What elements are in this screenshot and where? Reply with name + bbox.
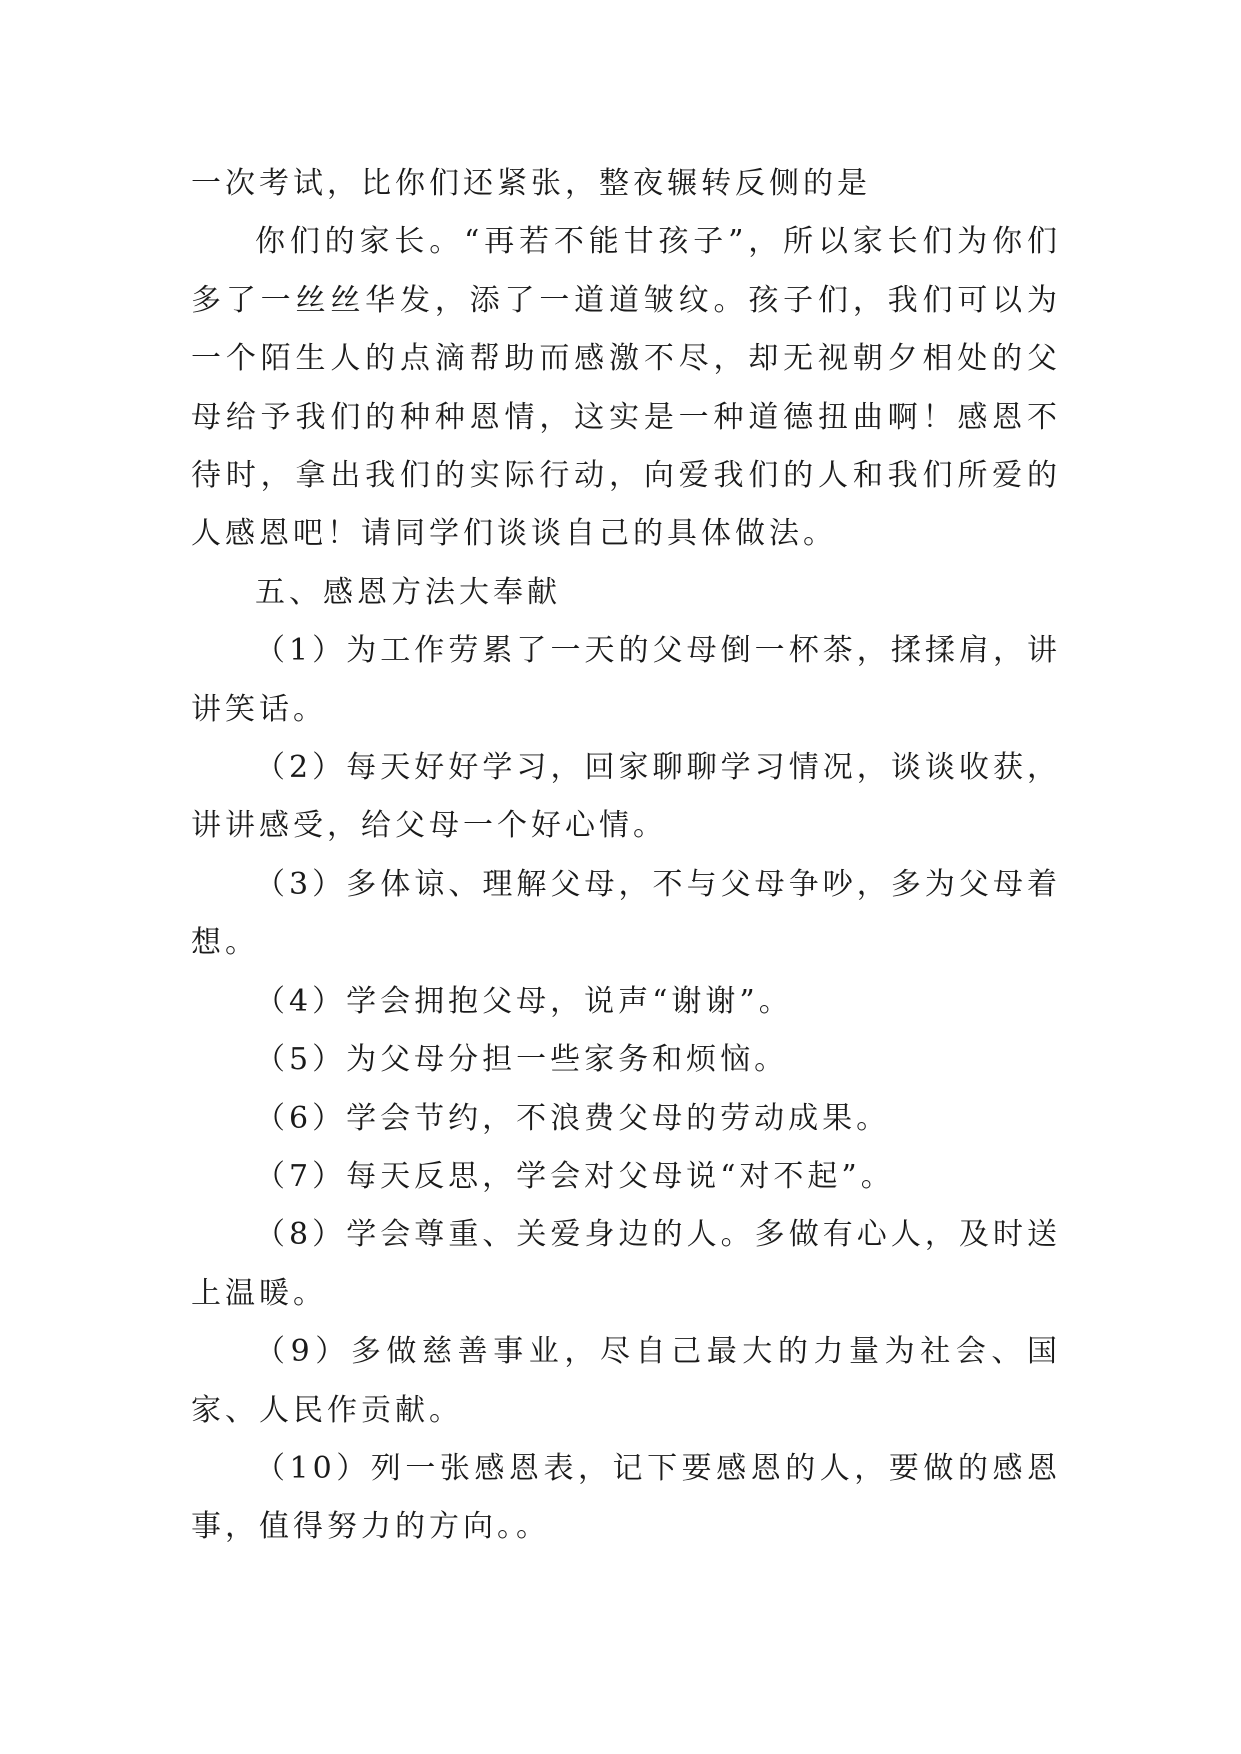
list-item-10: （10）列一张感恩表，记下要感恩的人，要做的感恩事，值得努力的方向。。: [191, 1450, 1061, 1545]
list-item-7: （7）每天反思，学会对父母说“对不起”。: [255, 1158, 895, 1194]
paragraph-parents-care: 你们的家长。“再若不能甘孩子”，所以家长们为你们多了一丝丝华发，添了一道道皱纹。孩子们，我们可以为一个陌生人的点滴帮助而感激不尽，却无视朝夕相处的父母给予我们的种种恩情，这实是一种道德扭曲啊！感恩不待时，拿出我们的实际行动，向爱我们的人和我们所爱的人感恩吧！请同学们谈谈自己的具体做法。: [191, 224, 1061, 552]
list-item-1: （1）为工作劳累了一天的父母倒一杯茶，揉揉肩，讲讲笑话。: [191, 633, 1061, 727]
list-item-8: （8）学会尊重、关爱身边的人。多做有心人，及时送上温暖。: [191, 1217, 1061, 1311]
list-item-2: （2）每天好好学习，回家聊聊学习情况，谈谈收获，讲讲感受，给父母一个好心情。: [191, 750, 1061, 844]
paragraph-continuation: 一次考试，比你们还紧张，整夜辗转反侧的是: [191, 166, 871, 201]
list-item-3: （3）多体谅、理解父母，不与父母争吵，多为父母着想。: [191, 866, 1061, 961]
list-item-4: （4）学会拥抱父母，说声“谢谢”。: [255, 983, 793, 1019]
list-item-9: （9）多做慈善事业，尽自己最大的力量为社会、国家、人民作贡献。: [191, 1334, 1061, 1428]
section-heading-gratitude-methods: 五、感恩方法大奉献: [255, 574, 561, 610]
document-body: [191, 155, 1061, 1557]
list-item-6: （6）学会节约，不浪费父母的劳动成果。: [255, 1100, 891, 1136]
list-item-5: （5）为父母分担一些家务和烦恼。: [255, 1042, 789, 1078]
